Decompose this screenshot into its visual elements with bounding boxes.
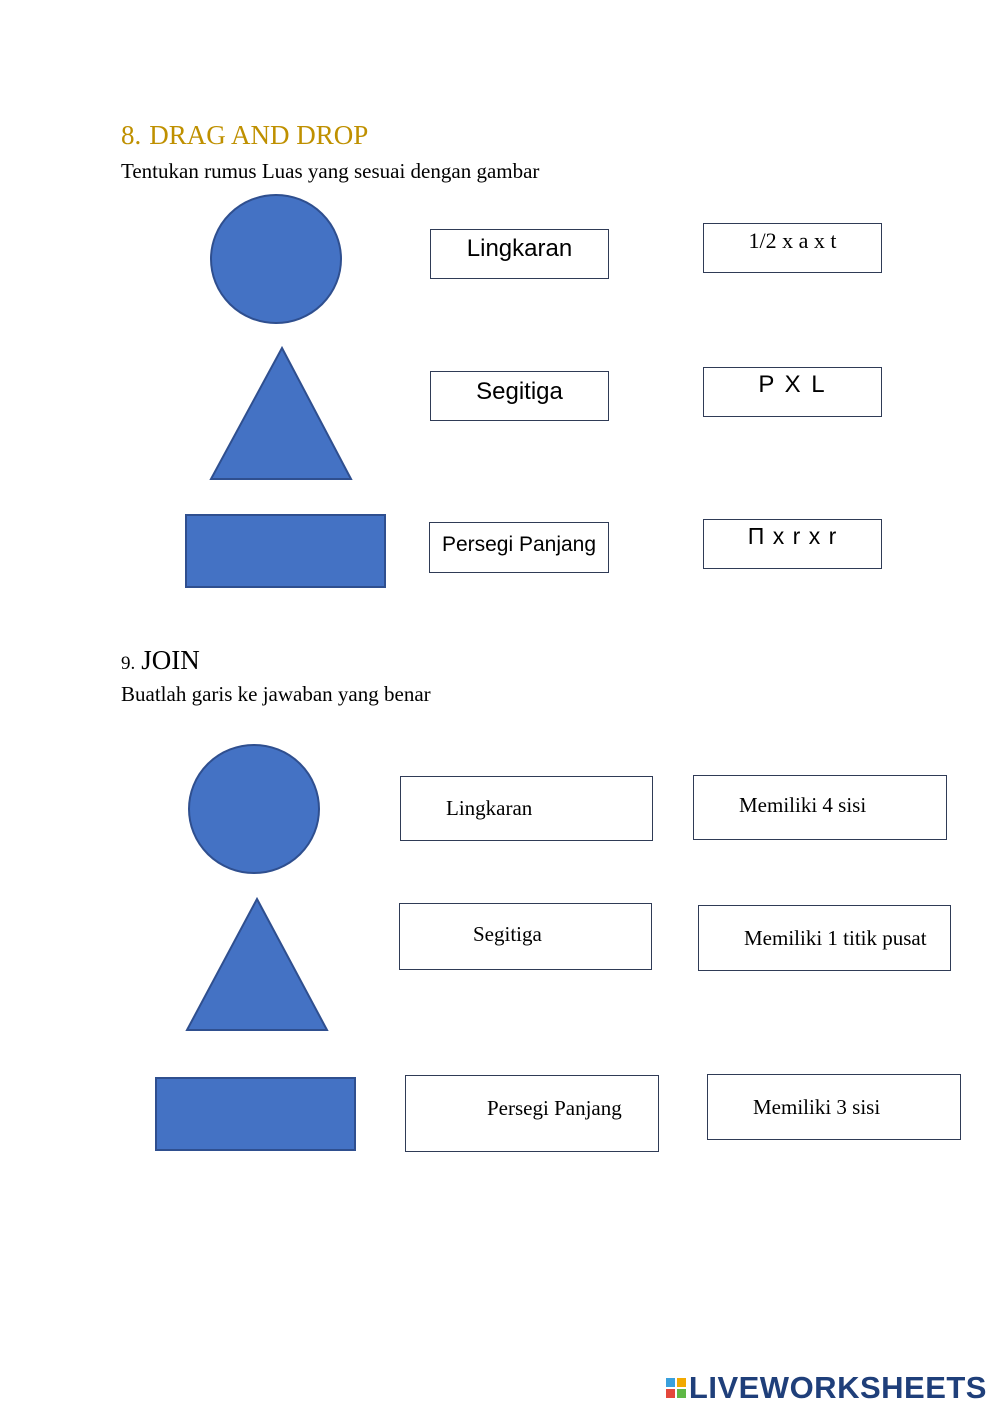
section-8-title: DRAG AND DROP [149,120,369,150]
join-item-name[interactable] [399,903,652,970]
property-label: Memiliki 4 sisi [739,793,867,817]
section-8-instruction: Tentukan rumus Luas yang sesuai dengan gambar [121,159,540,183]
section-8-heading [121,120,368,151]
circle-shape [208,192,344,326]
logo-text: LIVEWORKSHEETS [688,1370,987,1405]
join-target-property[interactable] [698,905,951,971]
rectangle-shape [185,514,386,588]
drag-item-name[interactable] [429,522,609,573]
join-item-name[interactable] [405,1075,659,1152]
section-9-number: 9. [121,653,136,674]
drop-target-formula[interactable] [703,223,882,273]
join-target-property[interactable] [707,1074,961,1140]
drag-item-name-label: Persegi Panjang [441,532,597,556]
join-item-name[interactable] [400,776,653,841]
triangle-shape [184,897,330,1033]
drag-item-name[interactable] [430,229,609,279]
property-label: Memiliki 3 sisi [753,1094,881,1119]
join-item-name-label: Persegi Panjang [487,1096,622,1120]
join-item-name-label: Lingkaran [446,796,533,820]
liveworksheets-logo[interactable] [666,1370,987,1406]
formula-label: Π x r x r [747,523,838,549]
drag-item-name[interactable] [430,371,609,421]
formula-label: 1/2 x a x t [748,228,837,253]
circle-shape [186,742,322,876]
liveworksheets-logo-icon [666,1378,686,1398]
formula-label: P X L [758,371,827,398]
join-target-property[interactable] [693,775,947,840]
section-9-instruction: Buatlah garis ke jawaban yang benar [121,682,431,706]
rectangle-shape [155,1077,356,1151]
section-8-number: 8. [121,120,142,150]
triangle-shape [208,346,354,482]
drag-item-name-label: Lingkaran [466,235,573,262]
section-9-title: JOIN [141,645,200,675]
drop-target-formula[interactable] [703,519,882,569]
property-label: Memiliki 1 titik pusat [744,925,927,950]
drag-item-name-label: Segitiga [476,378,563,405]
section-9-heading [121,645,200,676]
join-item-name-label: Segitiga [473,922,542,946]
drop-target-formula[interactable] [703,367,882,417]
